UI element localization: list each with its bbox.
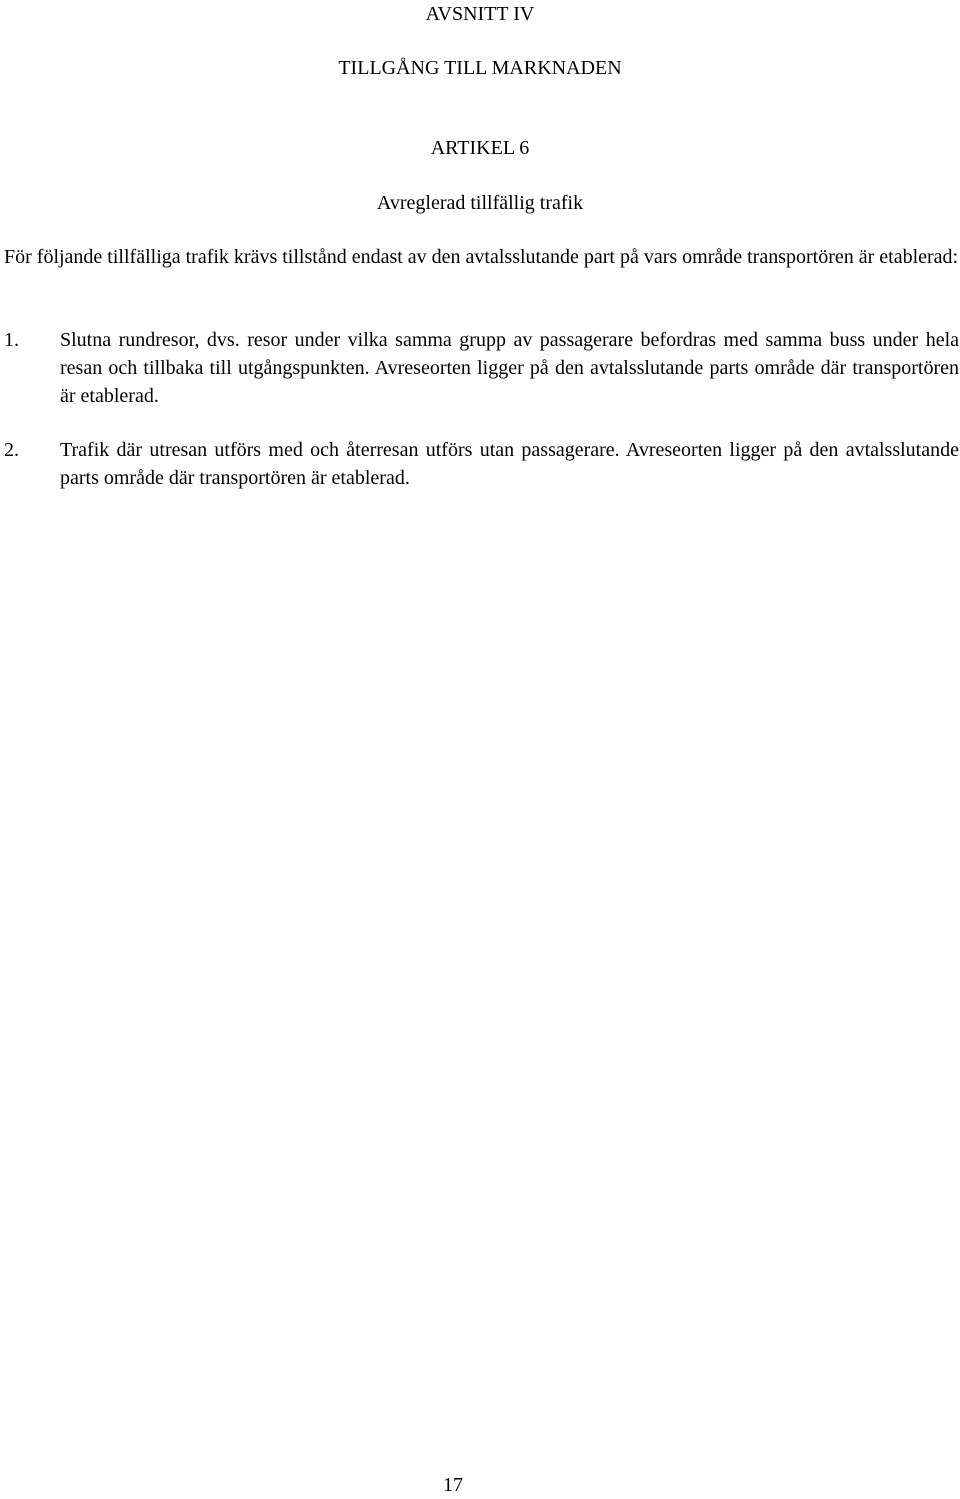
list-item-number: 2. (4, 439, 19, 461)
page-number: 17 (443, 1474, 463, 1496)
list-item-number: 1. (4, 329, 19, 351)
intro-paragraph: För följande tillfälliga trafik krävs tillstånd endast av den avtalsslutande part på vars område transportören är etablerad: (4, 246, 959, 268)
list-item (4, 436, 959, 492)
section-title: TILLGÅNG TILL MARKNADEN (338, 57, 622, 79)
article-heading: ARTIKEL 6 (430, 137, 530, 159)
list-item-text: Slutna rundresor, dvs. resor under vilka samma grupp av passagerare befordras med samma buss under hela resan och tillbaka till utgångspunkten. Avreseorten ligger på den avtalsslutande parts område där transportören är etablerad. (60, 329, 959, 407)
section-heading: AVSNITT IV (425, 3, 535, 25)
list-item-text: Trafik där utresan utförs med och återresan utförs utan passagerare. Avreseorten ligger på den avtalsslutande parts område där transportören är etablerad. (60, 439, 959, 489)
list-item (4, 326, 959, 410)
article-title: Avreglerad tillfällig trafik (376, 192, 584, 214)
